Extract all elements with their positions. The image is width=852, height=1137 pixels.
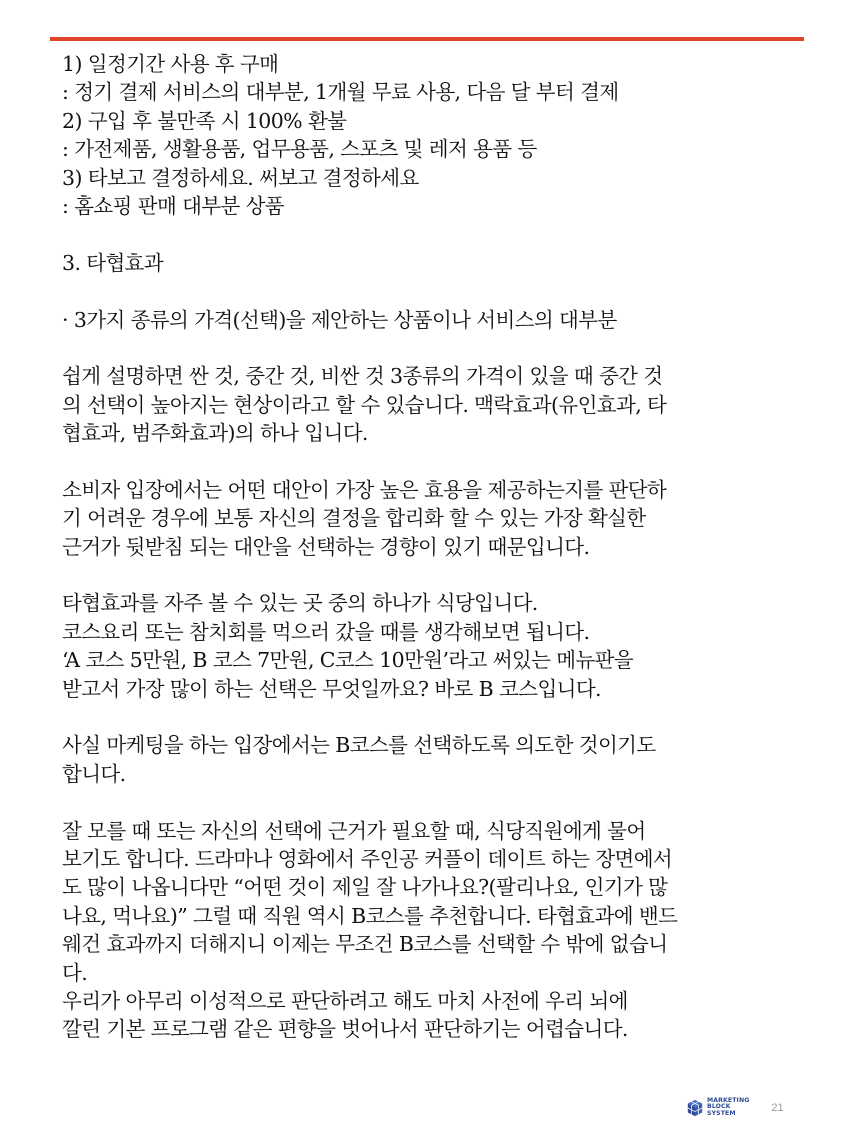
paragraph-line: 합니다. — [62, 761, 126, 786]
paragraph-line: 의 선택이 높아지는 현상이라고 할 수 있습니다. 맥락효과(유인효과, 타 — [62, 392, 667, 417]
cube-logo-icon — [686, 1099, 704, 1117]
logo-line: BLOCK — [707, 1103, 731, 1111]
paragraph-line: ‘A 코스 5만원, B 코스 7만원, C코스 10만원’라고 써있는 메뉴판을 — [62, 648, 634, 673]
section-heading: 3. 타협효과 — [62, 250, 164, 275]
paragraph-line: 받고서 가장 많이 하는 선택은 무엇일까요? 바로 B 코스입니다. — [62, 676, 601, 701]
header-accent-rule — [50, 37, 804, 41]
paragraph-line: 쉽게 설명하면 싼 것, 중간 것, 비싼 것 3종류의 가격이 있을 때 중간 것 — [62, 364, 663, 389]
paragraph-line: 다. — [62, 960, 88, 985]
paragraph-line: 협효과, 범주화효과)의 하나 입니다. — [62, 421, 368, 446]
logo-wordmark — [707, 1098, 749, 1117]
paragraph-restaurant-example — [62, 589, 802, 703]
paragraph-definition — [62, 362, 802, 447]
paragraph-line: 잘 모를 때 또는 자신의 선택에 근거가 필요할 때, 식당직원에게 물어 — [62, 818, 646, 843]
spacer — [62, 703, 802, 731]
paragraph-line: 우리가 아무리 이성적으로 판단하려고 해도 마치 사전에 우리 뇌에 — [62, 988, 628, 1013]
paragraph-line: 사실 마케팅을 하는 입장에서는 B코스를 선택하도록 의도한 것이기도 — [62, 733, 656, 758]
list-item-title: 1) 일정기간 사용 후 구매 — [62, 52, 279, 76]
paragraph-line: 웨건 효과까지 더해지니 이제는 무조건 B코스를 선택할 수 밖에 없습니 — [62, 932, 668, 957]
spacer — [62, 447, 802, 475]
paragraph-line: 기 어려운 경우에 보통 자신의 결정을 합리화 할 수 있는 가장 확실한 — [62, 506, 646, 531]
section-bullet: · 3가지 종류의 가격(선택)을 제안하는 상품이나 서비스의 대부분 — [62, 307, 617, 332]
page-content — [62, 50, 802, 1044]
list-item-title: 2) 구입 후 불만족 시 100% 환불 — [62, 108, 347, 133]
paragraph-line: 타협효과를 자주 볼 수 있는 곳 중의 하나가 식당입니다. — [62, 591, 538, 616]
paragraph-line: 소비자 입장에서는 어떤 대안이 가장 높은 효용을 제공하는지를 판단하 — [62, 477, 667, 502]
paragraph-line: 코스요리 또는 참치회를 먹으러 갔을 때를 생각해보면 됩니다. — [62, 619, 590, 644]
logo-line: SYSTEM — [707, 1109, 736, 1117]
paragraph-line: 근거가 뒷받침 되는 대안을 선택하는 경향이 있기 때문입니다. — [62, 534, 590, 559]
spacer — [62, 788, 802, 816]
spacer — [62, 561, 802, 589]
paragraph-line: 도 많이 나옵니다만 “어떤 것이 제일 잘 나가나요?(팔리나요, 인기가 많 — [62, 875, 668, 900]
paragraph-staff-recommendation — [62, 817, 802, 1044]
paragraph-line: 보기도 합니다. 드라마나 영화에서 주인공 커플이 데이트 하는 장면에서 — [62, 846, 673, 871]
paragraph-consumer-view — [62, 476, 802, 561]
list-item-detail: : 가전제품, 생활용품, 업무용품, 스포츠 및 레저 용품 등 — [62, 137, 537, 162]
brand-logo — [686, 1098, 749, 1117]
paragraph-line: 깔린 기본 프로그램 같은 편향을 벗어나서 판단하기는 어렵습니다. — [62, 1017, 628, 1042]
purchase-options-list — [62, 50, 802, 220]
spacer — [62, 220, 802, 248]
spacer — [62, 334, 802, 362]
logo-line: MARKETING — [707, 1097, 750, 1104]
paragraph-line: 나요, 먹나요)” 그럴 때 직원 역시 B코스를 추천합니다. 타협효과에 밴드 — [62, 903, 678, 928]
list-item-detail: : 홈쇼핑 판매 대부분 상품 — [62, 193, 285, 218]
list-item-title: 3) 타보고 결정하세요. 써보고 결정하세요 — [62, 165, 419, 190]
page-footer — [686, 1098, 784, 1117]
spacer — [62, 277, 802, 305]
list-item-detail: : 정기 결제 서비스의 대부분, 1개월 무료 사용, 다음 달 부터 결제 — [62, 80, 619, 105]
page-number: 21 — [771, 1101, 784, 1114]
paragraph-marketing-intent — [62, 731, 802, 788]
